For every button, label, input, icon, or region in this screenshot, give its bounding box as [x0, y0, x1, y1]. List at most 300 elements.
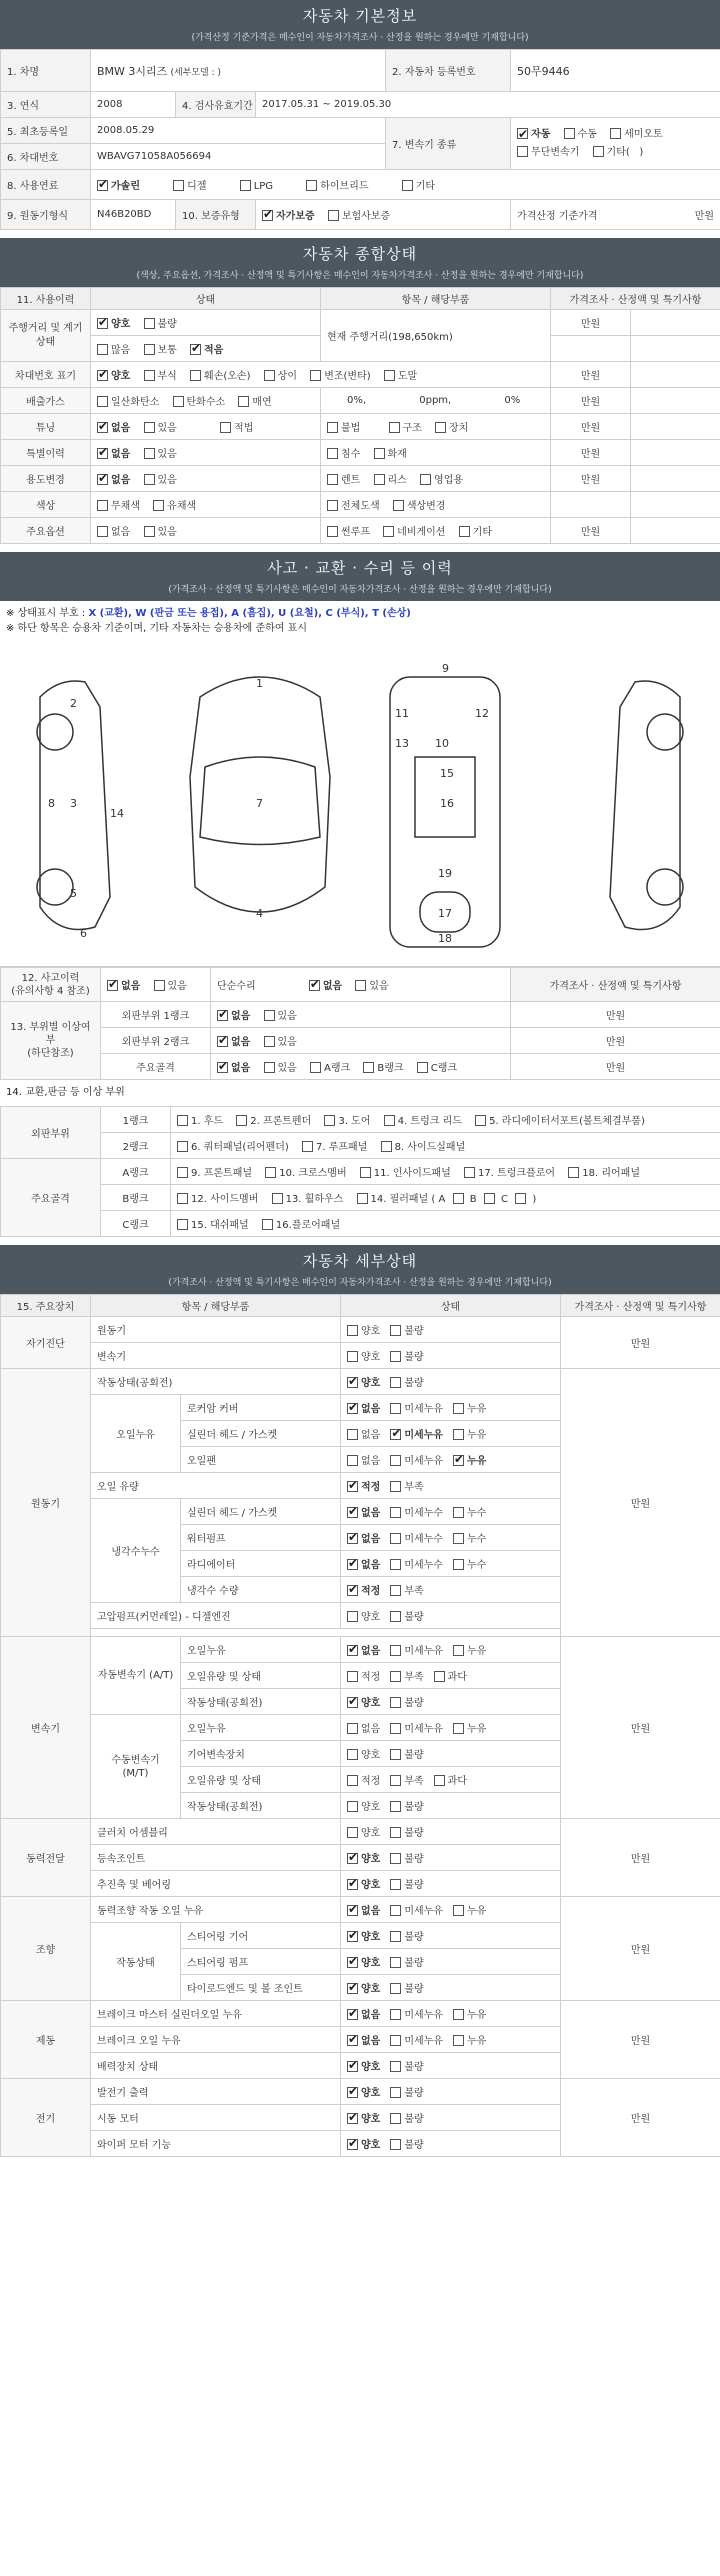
cb-e7-none[interactable]: [347, 1533, 358, 1544]
part-16: 16: [440, 797, 454, 810]
cb-e2-none[interactable]: [347, 1403, 358, 1414]
t-none: 없음: [361, 1456, 381, 1467]
checkbox-p13[interactable]: [272, 1193, 283, 1204]
item-br-booster: 배력장치 상태: [91, 2053, 341, 2079]
part-2: 2: [70, 697, 77, 710]
checkbox-special-none[interactable]: [97, 448, 108, 459]
cb-t1-minor[interactable]: [390, 1645, 401, 1656]
vin-mark-label: 차대번호 표기: [1, 362, 91, 388]
unit-electric: 만원: [561, 2079, 720, 2157]
cb-t1-none[interactable]: [347, 1645, 358, 1656]
transmission-label: 7. 변속기 종류: [386, 118, 511, 170]
cb-l3-bad[interactable]: [390, 2139, 401, 2150]
cb-e8-leak[interactable]: [453, 1559, 464, 1570]
cb-e10-bad[interactable]: [390, 1611, 401, 1622]
main-frame-label: 주요골격: [101, 1054, 211, 1080]
checkbox-accident-none[interactable]: [107, 980, 118, 991]
checkbox-smoke[interactable]: [238, 396, 249, 407]
checkbox-p17[interactable]: [464, 1167, 475, 1178]
checkbox-p2[interactable]: [236, 1115, 247, 1126]
t-bad: 불량: [404, 1612, 424, 1623]
checkbox-simple-none[interactable]: [309, 980, 320, 991]
cb-e10-good[interactable]: [347, 1611, 358, 1622]
opt-lease: 리스: [387, 475, 407, 486]
opt-flood: 침수: [341, 449, 361, 460]
checkbox-chromatic[interactable]: [153, 500, 164, 511]
checkbox-opt-have[interactable]: [144, 526, 155, 537]
cb-e4-minor[interactable]: [390, 1455, 401, 1466]
cb-t6-short[interactable]: [390, 1775, 401, 1786]
t-none: 없음: [361, 2010, 381, 2021]
t-minor: 미세누유: [404, 2010, 443, 2021]
checkbox-mil-few[interactable]: [190, 344, 201, 355]
transmission-options: [511, 118, 720, 170]
unit-o2: 만원: [511, 1028, 720, 1054]
opt-none-6: 없음: [322, 981, 343, 992]
checkbox-vin-altered[interactable]: [310, 370, 321, 381]
cb-e8-minor[interactable]: [390, 1559, 401, 1570]
checkbox-vin-rust[interactable]: [144, 370, 155, 381]
checkbox-gasoline[interactable]: [97, 180, 108, 191]
opt-self-warranty: 자가보증: [276, 211, 315, 222]
opt-vin3: 훼손(오손): [204, 371, 251, 382]
checkbox-p12[interactable]: [177, 1193, 188, 1204]
checkbox-tuning-have[interactable]: [144, 422, 155, 433]
cb-d1-good[interactable]: [347, 1325, 358, 1336]
cb-s1-minor[interactable]: [390, 1905, 401, 1916]
t-none: 없음: [361, 1906, 381, 1917]
cb-e7-leak[interactable]: [453, 1533, 464, 1544]
checkbox-usage-have[interactable]: [144, 474, 155, 485]
part-10: 10: [435, 737, 449, 750]
cb-b1-none[interactable]: [347, 2009, 358, 2020]
item-rocker: 로커암 커버: [181, 1395, 341, 1421]
checkbox-p7[interactable]: [302, 1141, 313, 1152]
checkbox-achromatic[interactable]: [97, 500, 108, 511]
checkbox-ins-warranty[interactable]: [328, 210, 339, 221]
cb-d2-bad[interactable]: [390, 1351, 401, 1362]
checkbox-p9[interactable]: [177, 1167, 188, 1178]
opt-none-3: 없음: [111, 475, 131, 486]
outer-rank1: 1랭크: [101, 1107, 171, 1133]
cb-t6-over[interactable]: [434, 1775, 445, 1786]
p12: 12. 사이드멤버: [191, 1194, 259, 1205]
cb-t2-short[interactable]: [390, 1671, 401, 1682]
cb-e1-good[interactable]: [347, 1377, 358, 1388]
opt-legal: 적법: [234, 423, 254, 434]
outer-rank2-label: 외판부위 2랭크: [101, 1028, 211, 1054]
cb-e9-proper[interactable]: [347, 1585, 358, 1596]
cb-b1-minor[interactable]: [390, 2009, 401, 2020]
part-18: 18: [438, 932, 452, 945]
detail-banner: [0, 1245, 720, 1294]
cb-p1-bad[interactable]: [390, 1827, 401, 1838]
cb-l1-bad[interactable]: [390, 2087, 401, 2098]
item-mt-work: 작동상태(공회전): [181, 1793, 341, 1819]
cb-s4-good[interactable]: [347, 1983, 358, 1994]
cb-b3-good[interactable]: [347, 2061, 358, 2072]
t-proper: 적정: [361, 1672, 381, 1683]
checkbox-o2-none[interactable]: [217, 1036, 228, 1047]
cb-t5-bad[interactable]: [390, 1749, 401, 1760]
accident-history-label: [1, 968, 101, 1002]
inspect-value: 2017.05.31 ~ 2019.05.30: [256, 92, 720, 118]
item-radiator: 라디에이터: [181, 1551, 341, 1577]
cb-t2-proper[interactable]: [347, 1671, 358, 1682]
item-mt-level: 오일유량 및 상태: [181, 1767, 341, 1793]
checkbox-tuning-none[interactable]: [97, 422, 108, 433]
checkbox-sunroof[interactable]: [327, 526, 338, 537]
unit-trans: 만원: [561, 1637, 720, 1819]
checkbox-usage-none[interactable]: [97, 474, 108, 485]
cb-e9-short[interactable]: [390, 1585, 401, 1596]
checkbox-rank-c[interactable]: [417, 1062, 428, 1073]
l12b: (유의사항 4 참조): [11, 985, 90, 997]
opt-vin2: 부식: [157, 371, 177, 382]
checkbox-p1[interactable]: [177, 1115, 188, 1126]
cb-e4-none[interactable]: [347, 1455, 358, 1466]
checkbox-full-paint[interactable]: [327, 500, 338, 511]
p2: 2. 프론트펜더: [250, 1116, 312, 1127]
cb-t2-over[interactable]: [434, 1671, 445, 1682]
cb-b2-none[interactable]: [347, 2035, 358, 2046]
item-st-tie: 타이로드엔드 및 볼 조인트: [181, 1975, 341, 2001]
t-minor: 미세누유: [404, 1430, 443, 1441]
checkbox-self-warranty[interactable]: [262, 210, 273, 221]
cb-d2-good[interactable]: [347, 1351, 358, 1362]
checkbox-o3-none[interactable]: [217, 1062, 228, 1073]
checkbox-tr-etc[interactable]: [593, 146, 604, 157]
cb-e7-minor[interactable]: [390, 1533, 401, 1544]
item-cv: 등속조인트: [91, 1845, 341, 1871]
cb-e3-leak[interactable]: [453, 1429, 464, 1440]
opt-have-4: 있음: [157, 527, 177, 538]
t-none: 없음: [361, 1534, 381, 1545]
checkbox-hc[interactable]: [173, 396, 184, 407]
cb-l3-good[interactable]: [347, 2139, 358, 2150]
t-leak: 누유: [466, 1430, 487, 1441]
checkbox-opt-none[interactable]: [97, 526, 108, 537]
checkbox-p14c[interactable]: [515, 1193, 526, 1204]
checkbox-flood[interactable]: [327, 448, 338, 459]
opt-have-9: 있음: [277, 1063, 297, 1074]
cb-s3-good[interactable]: [347, 1957, 358, 1968]
cb-d1-bad[interactable]: [390, 1325, 401, 1336]
t-minor: 미세누유: [404, 1646, 443, 1657]
cb-t4-leak[interactable]: [453, 1723, 464, 1734]
item-engine: 원동기: [91, 1317, 341, 1343]
overall-subtitle: (색상, 주요옵션, 가격조사 · 산정액 및 특기사항은 매수인이 자동차가격조사 · 산정을 원하는 경우에만 기재합니다): [136, 271, 584, 281]
cb-e4-leak[interactable]: [453, 1455, 464, 1466]
cb-s1-none[interactable]: [347, 1905, 358, 1916]
opt-vin5: 변조(변타): [324, 371, 371, 382]
cb-p2-good[interactable]: [347, 1853, 358, 1864]
part-13: 13: [395, 737, 409, 750]
cb-p3-good[interactable]: [347, 1879, 358, 1890]
cb-s1-leak[interactable]: [453, 1905, 464, 1916]
checkbox-vin-diff[interactable]: [264, 370, 275, 381]
cb-l2-good[interactable]: [347, 2113, 358, 2124]
cb-e5-short[interactable]: [390, 1481, 401, 1492]
t-good: 양호: [361, 1958, 381, 1969]
t-good: 양호: [361, 1378, 381, 1389]
opt-lpg: LPG: [253, 181, 274, 192]
cb-t7-bad[interactable]: [390, 1801, 401, 1812]
checkbox-navi[interactable]: [383, 526, 394, 537]
cb-l2-bad[interactable]: [390, 2113, 401, 2124]
checkbox-p10[interactable]: [265, 1167, 276, 1178]
cb-b1-leak[interactable]: [453, 2009, 464, 2020]
basic-info-title: 자동차 기본정보: [302, 7, 418, 25]
t-short: 부족: [404, 1482, 424, 1493]
t-minor2: 미세누수: [404, 1560, 443, 1571]
cb-l1-good[interactable]: [347, 2087, 358, 2098]
cb-t1-leak[interactable]: [453, 1645, 464, 1656]
t-bad: 불량: [404, 1958, 424, 1969]
cb-e3-minor[interactable]: [390, 1429, 401, 1440]
checkbox-mil-good[interactable]: [97, 318, 108, 329]
t-none: 없음: [361, 1646, 381, 1657]
price-label: 가격산정 기준가격: [517, 211, 598, 222]
checkbox-co[interactable]: [97, 396, 108, 407]
checkbox-o3-have[interactable]: [264, 1062, 275, 1073]
checkbox-p4[interactable]: [384, 1115, 395, 1126]
cb-t4-minor[interactable]: [390, 1723, 401, 1734]
t-none: 없음: [361, 1724, 381, 1735]
checkbox-fuel-etc[interactable]: [402, 180, 413, 191]
checkbox-color-change[interactable]: [393, 500, 404, 511]
part-6: 6: [80, 927, 87, 940]
checkbox-vin-good[interactable]: [97, 370, 108, 381]
fuel-label: 8. 사용연료: [1, 170, 91, 200]
t-leak: 누유: [466, 1724, 487, 1735]
checkbox-p3[interactable]: [324, 1115, 335, 1126]
checkbox-o2-have[interactable]: [264, 1036, 275, 1047]
opt-none-9: 없음: [231, 1063, 251, 1074]
item-br-master: 브레이크 마스터 실린더오일 누유: [91, 2001, 341, 2027]
item-water-pump: 워터펌프: [181, 1525, 341, 1551]
opt-tr-etc: 기타(: [606, 146, 630, 158]
l12: 12. 사고이력: [21, 972, 80, 984]
checkbox-p15[interactable]: [177, 1219, 188, 1230]
usage-header: 11. 사용이력: [1, 288, 91, 310]
opt-full-paint: 전체도색: [341, 501, 380, 512]
checkbox-tuning-illegal[interactable]: [327, 422, 338, 433]
checkbox-p14[interactable]: [357, 1193, 368, 1204]
year-value: 2008: [91, 92, 176, 118]
cb-e3-none[interactable]: [347, 1429, 358, 1440]
checkbox-semi[interactable]: [610, 128, 621, 139]
cb-p3-bad[interactable]: [390, 1879, 401, 1890]
opt-fire: 화재: [387, 449, 407, 460]
checkbox-vin-damage[interactable]: [190, 370, 201, 381]
opt-vin1: 양호: [111, 371, 131, 382]
item-steer-work: 작동상태: [91, 1923, 181, 2001]
checkbox-business[interactable]: [420, 474, 431, 485]
group-trans: 변속기: [1, 1637, 91, 1819]
checkbox-p11[interactable]: [360, 1167, 371, 1178]
opt-device: 장치: [449, 423, 469, 434]
checkbox-mil-normal[interactable]: [144, 344, 155, 355]
cb-b3-bad[interactable]: [390, 2061, 401, 2072]
p15: 15. 대쉬패널: [191, 1220, 249, 1231]
checkbox-p18[interactable]: [568, 1167, 579, 1178]
unit-steer: 만원: [561, 1897, 720, 2001]
cb-t4-none[interactable]: [347, 1723, 358, 1734]
detail-title: 자동차 세부상태: [302, 1252, 418, 1270]
checkbox-rank-a[interactable]: [310, 1062, 321, 1073]
opt-co: 일산화탄소: [111, 397, 160, 408]
unit-special: 만원: [551, 440, 631, 466]
cb-e2-minor[interactable]: [390, 1403, 401, 1414]
opt-have-6: 있음: [369, 981, 389, 992]
part-3: 3: [70, 797, 77, 810]
t-good: 양호: [361, 1828, 381, 1839]
checkbox-lease[interactable]: [374, 474, 385, 485]
checkbox-rank-b[interactable]: [363, 1062, 374, 1073]
year-label: 3. 연식: [1, 92, 91, 118]
options-label: 주요옵션: [1, 518, 91, 544]
outer-rank1-label: 외판부위 1랭크: [101, 1002, 211, 1028]
checkbox-mil-many[interactable]: [97, 344, 108, 355]
checkbox-accident-have[interactable]: [154, 980, 165, 991]
cb-e1-bad[interactable]: [390, 1377, 401, 1388]
checkbox-p6[interactable]: [177, 1141, 188, 1152]
t-short: 부족: [404, 1776, 424, 1787]
checkbox-hybrid[interactable]: [306, 180, 317, 191]
unit-tuning: 만원: [551, 414, 631, 440]
checkbox-rent[interactable]: [327, 474, 338, 485]
item-mt-gear: 기어변속장치: [181, 1741, 341, 1767]
checkbox-manual[interactable]: [564, 128, 575, 139]
cb-s2-good[interactable]: [347, 1931, 358, 1942]
opt-navi: 네비게이션: [397, 527, 446, 538]
checkbox-tuning-device[interactable]: [435, 422, 446, 433]
t-leak: 누유: [466, 1906, 487, 1917]
cb-p1-good[interactable]: [347, 1827, 358, 1838]
checkbox-special-have[interactable]: [144, 448, 155, 459]
part-14: 14: [110, 807, 124, 820]
checkbox-simple-have[interactable]: [355, 980, 366, 991]
group-engine: 원동기: [1, 1369, 91, 1637]
checkbox-p14a[interactable]: [453, 1193, 464, 1204]
cb-s4-bad[interactable]: [390, 1983, 401, 1994]
checkbox-tuning-legal[interactable]: [220, 422, 231, 433]
t-over: 과다: [447, 1672, 467, 1683]
cb-s2-bad[interactable]: [390, 1931, 401, 1942]
opt-struct: 구조: [402, 423, 422, 434]
cb-b2-minor[interactable]: [390, 2035, 401, 2046]
part-12: 12: [475, 707, 489, 720]
part-17: 17: [438, 907, 452, 920]
accident-title: 사고 · 교환 · 수리 등 이력: [267, 559, 453, 577]
unit-mileage: 만원: [551, 310, 631, 336]
opt-gasoline: 가솔린: [111, 181, 140, 192]
state-header: 상태: [91, 288, 321, 310]
checkbox-p5[interactable]: [475, 1115, 486, 1126]
checkbox-fire[interactable]: [374, 448, 385, 459]
checkbox-cvt[interactable]: [517, 146, 528, 157]
checkbox-mil-bad[interactable]: [144, 318, 155, 329]
unit-power: 만원: [561, 1819, 720, 1897]
opt-have-7: 있음: [277, 1011, 297, 1022]
car-diagram-svg: [0, 637, 720, 967]
checkbox-opt-etc[interactable]: [459, 526, 470, 537]
cb-t3-bad[interactable]: [390, 1697, 401, 1708]
cb-e6-none[interactable]: [347, 1507, 358, 1518]
detail-h3: 상태: [341, 1295, 561, 1317]
cb-t6-proper[interactable]: [347, 1775, 358, 1786]
t-good: 양호: [361, 1612, 381, 1623]
cb-s3-bad[interactable]: [390, 1957, 401, 1968]
cb-b2-leak[interactable]: [453, 2035, 464, 2046]
t-bad: 불량: [404, 1352, 424, 1363]
checkbox-auto[interactable]: [517, 128, 528, 139]
t-leak: 누유: [466, 2036, 487, 2047]
cb-e6-minor[interactable]: [390, 1507, 401, 1518]
opt-illegal: 불법: [341, 423, 361, 434]
t-good: 양호: [361, 1698, 381, 1709]
checkbox-o1-have[interactable]: [264, 1010, 275, 1021]
unit-exhaust: 만원: [551, 388, 631, 414]
opt-none: 없음: [111, 423, 131, 434]
item-oil-leak: 오일누유: [91, 1395, 181, 1473]
p10: 10. 크로스멤버: [279, 1168, 347, 1179]
cb-e8-none[interactable]: [347, 1559, 358, 1570]
item-header: 항목 / 해당부품: [321, 288, 551, 310]
ex-unit-2: 0ppm,: [419, 395, 452, 406]
t-minor: 미세누유: [404, 1456, 443, 1467]
part-list-title: 14. 교환,판금 등 이상 부위: [6, 1087, 125, 1098]
p6: 6. 쿼터패널(리어펜더): [191, 1142, 289, 1153]
cb-e5-proper[interactable]: [347, 1481, 358, 1492]
car-name-label: 1. 차명: [1, 50, 91, 92]
checkbox-p14b[interactable]: [484, 1193, 495, 1204]
part-19: 19: [438, 867, 452, 880]
cb-p2-bad[interactable]: [390, 1853, 401, 1864]
opt-many: 많음: [111, 345, 131, 356]
checkbox-diesel[interactable]: [173, 180, 184, 191]
item-trans: 변속기: [91, 1343, 341, 1369]
t-bad: 불량: [404, 1932, 424, 1943]
opt-rc: C랭크: [430, 1063, 458, 1074]
checkbox-o1-none[interactable]: [217, 1010, 228, 1021]
cb-e6-leak[interactable]: [453, 1507, 464, 1518]
checkbox-lpg[interactable]: [240, 180, 251, 191]
t-proper: 적정: [361, 1776, 381, 1787]
mileage-value: 현재 주행거리(198,650km): [321, 310, 551, 362]
t-none: 없음: [361, 1560, 381, 1571]
checkbox-tuning-struct[interactable]: [389, 422, 400, 433]
checkbox-vin-painted[interactable]: [384, 370, 395, 381]
basic-info-table: [0, 49, 720, 230]
cb-t5-good[interactable]: [347, 1749, 358, 1760]
t-good: 양호: [361, 1750, 381, 1761]
cb-t7-good[interactable]: [347, 1801, 358, 1812]
main-rank-b: B랭크: [101, 1185, 171, 1211]
t-leak: 누유: [466, 1404, 487, 1415]
item-st-gear: 스티어링 기어: [181, 1923, 341, 1949]
checkbox-p8[interactable]: [381, 1141, 392, 1152]
t-good: 양호: [361, 1802, 381, 1813]
price-header: 가격조사 · 산정액 및 특기사항: [551, 288, 720, 310]
opt-bad: 불량: [157, 319, 177, 330]
t-leak2: 누수: [466, 1534, 487, 1545]
cb-e2-leak[interactable]: [453, 1403, 464, 1414]
opt-auto: 자동: [531, 128, 551, 140]
checkbox-p16[interactable]: [262, 1219, 273, 1230]
cb-t3-good[interactable]: [347, 1697, 358, 1708]
